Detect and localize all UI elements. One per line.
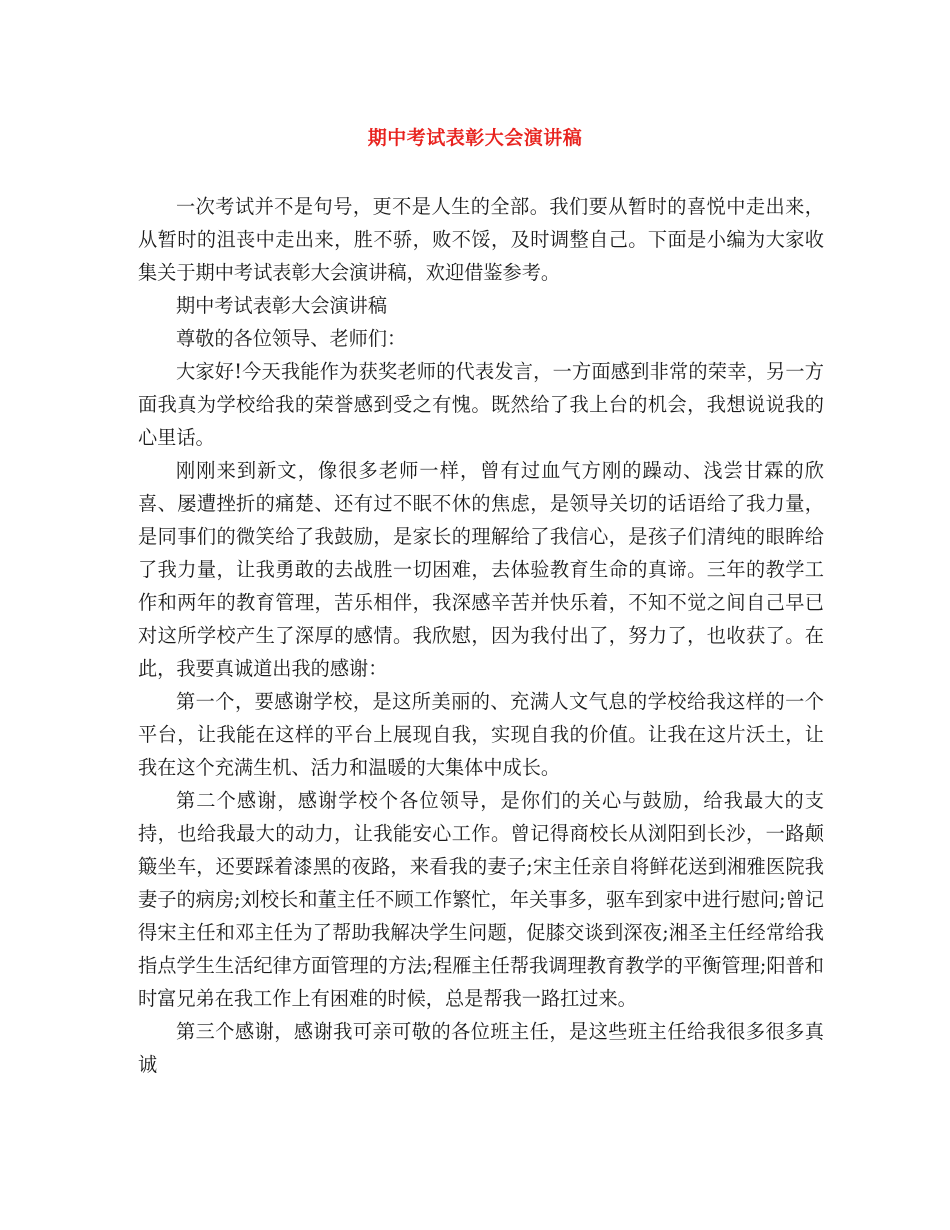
body-paragraph: 第二个感谢，感谢学校个各位领导，是你们的关心与鼓励，给我最大的支持，也给我最大的动力，让我能安心工作。曾记得商校长从浏阳到长沙，一路颠簸坐车，还要踩着漆黑的夜路，来看我的妻子;宋主任亲自将鲜花送到湘雅医院我妻子的病房;刘校长和董主任不顾工作繁忙，年关事多，驱车到家中进行慰问;曾记得宋主任和邓主任为了帮助我解决学生问题，促膝交谈到深夜;湘圣主任经常给我指点学生生活纪律方面管理的方法;程雁主任帮我调理教育教学的平衡管理;阳普和时富兄弟在我工作上有困难的时候，总是帮我一路扛过来。 [138, 789, 824, 1010]
salutation: 尊敬的各位领导、老师们： [176, 327, 407, 350]
speech-heading: 期中考试表彰大会演讲稿 [176, 294, 388, 317]
body-paragraph: 刚刚来到新文，像很多老师一样，曾有过血气方刚的躁动、浅尝甘霖的欣喜、屡遭挫折的痛楚、还有过不眠不休的焦虑，是领导关切的话语给了我力量，是同事们的微笑给了我鼓励，是家长的理解给了我信心，是孩子们清纯的眼眸给了我力量，让我勇敢的去战胜一切困难，去体验教育生命的真谛。三年的教学工作和两年的教育管理，苦乐相伴，我深感辛苦并快乐着，不知不觉之间自己早已对这所学校产生了深厚的感情。我欣慰，因为我付出了，努力了，也收获了。在此，我要真诚道出我的感谢： [138, 459, 824, 680]
intro-paragraph: 一次考试并不是句号，更不是人生的全部。我们要从暂时的喜悦中走出来，从暂时的沮丧中走出来，胜不骄，败不馁，及时调整自己。下面是小编为大家收集关于期中考试表彰大会演讲稿，欢迎借鉴参考。 [138, 195, 824, 284]
document-title: 期中考试表彰大会演讲稿 [367, 127, 583, 149]
body-paragraph: 大家好!今天我能作为获奖老师的代表发言，一方面感到非常的荣幸，另一方面我真为学校给我的荣誉感到受之有愧。既然给了我上台的机会，我想说说我的心里话。 [138, 360, 824, 449]
body-paragraph: 第一个，要感谢学校，是这所美丽的、充满人文气息的学校给我这样的一个平台，让我能在这样的平台上展现自我，实现自我的价值。让我在这片沃土，让我在这个充满生机、活力和温暖的大集体中成长。 [138, 690, 824, 779]
document-body [138, 190, 824, 1081]
body-paragraph: 第三个感谢，感谢我可亲可敬的各位班主任，是这些班主任给我很多很多真诚 [138, 1020, 824, 1076]
